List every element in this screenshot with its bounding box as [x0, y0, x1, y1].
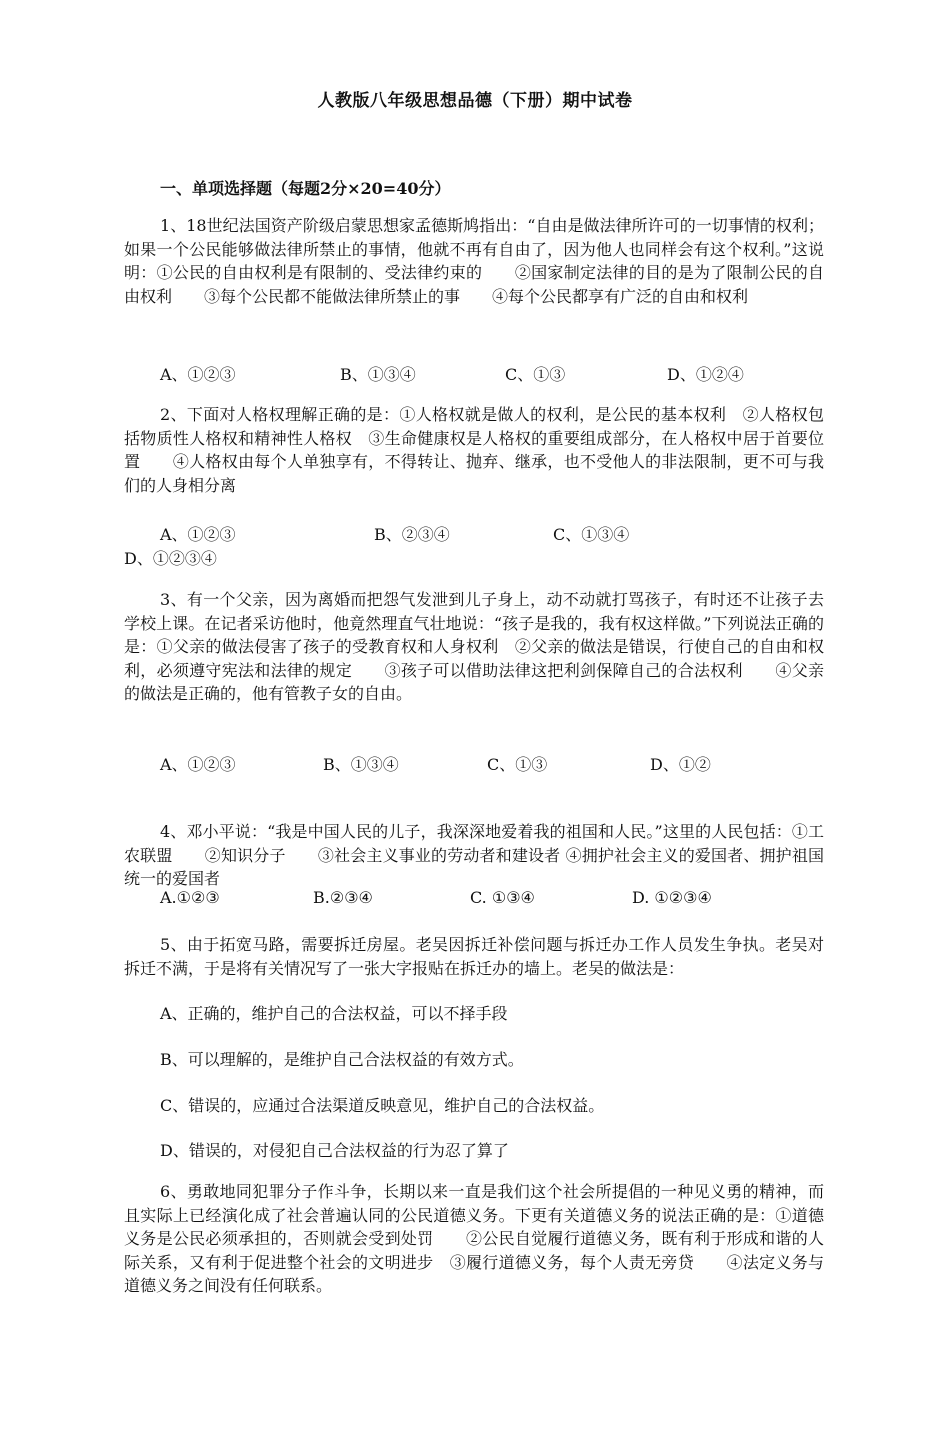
- question-3: 3、有一个父亲，因为离婚而把怨气发泄到儿子身上，动不动就打骂孩子，有时还不让孩子去学校上课。在记者采访他时，他竟然理直气壮地说：“孩子是我的，我有权这样做。”下列说法正确的是：①父亲的做法侵害了孩子的受教育权和人身权利 ②父亲的做法是错误，行使自己的自由和权利，必须遵守宪法和法律的规定 ③孩子可以借助法律这把利剑保障自己的合法权利 ④父亲的做法是正确的，他有管教子女的自由。: [124, 590, 824, 703]
- question-1: 1、18世纪法国资产阶级启蒙思想家孟德斯鸠指出：“自由是做法律所许可的一切事情的权利；如果一个公民能够做法律所禁止的事情，他就不再有自由了，因为他人也同样会有这个权利。”这说明：①公民的自由权利是有限制的、受法律约束的 ②国家制定法律的目的是为了限制公民的自由权利 ③每个公民都不能做法律所禁止的事 ④每个公民都享有广泛的自由和权利: [124, 216, 824, 306]
- q5-option-d: D、错误的，对侵犯自己合法权益的行为忍了算了: [160, 1141, 509, 1160]
- q4-option-d: D. ①②③④: [632, 888, 712, 907]
- question-6: 6、勇敢地同犯罪分子作斗争，长期以来一直是我们这个社会所提倡的一种见义勇的精神，而且实际上已经演化成了社会普遍认同的公民道德义务。下更有关道德义务的说法正确的是：①道德义务是公民必须承担的，否则就会受到处罚 ②公民自觉履行道德义务，既有利于形成和谐的人际关系，又有利于促进整个社会的文明进步 ③履行道德义务，每个人责无旁贷 ④法定义务与道德义务之间没有任何联系。: [124, 1182, 824, 1295]
- q4-option-c: C. ①③④: [470, 888, 535, 907]
- q3-option-d: D、①②: [650, 755, 711, 774]
- question-5: 5、由于拓宽马路，需要拆迁房屋。老吴因拆迁补偿问题与拆迁办工作人员发生争执。老吴对拆迁不满，于是将有关情况写了一张大字报贴在拆迁办的墙上。老吴的做法是：: [124, 935, 824, 978]
- q5-option-a: A、正确的，维护自己的合法权益，可以不择手段: [160, 1004, 508, 1023]
- q3-option-b: B、①③④: [323, 755, 399, 774]
- q4-option-b: B.②③④: [313, 888, 373, 907]
- q2-option-b: B、②③④: [374, 525, 450, 544]
- page-title: 人教版八年级思想品德（下册）期中试卷: [317, 91, 633, 111]
- q1-option-b: B、①③④: [340, 365, 416, 384]
- q2-option-d: D、①②③④: [124, 549, 217, 568]
- q2-option-c: C、①③④: [553, 525, 630, 544]
- q1-option-d: D、①②④: [667, 365, 744, 384]
- q3-option-c: C、①③: [487, 755, 548, 774]
- section-heading: 一、单项选择题（每题2分×20=40分）: [160, 179, 451, 198]
- q1-option-a: A、①②③: [160, 365, 236, 384]
- q5-option-c: C、错误的，应通过合法渠道反映意见，维护自己的合法权益。: [160, 1096, 605, 1115]
- q4-option-a: A.①②③: [160, 888, 220, 907]
- question-2: 2、下面对人格权理解正确的是：①人格权就是做人的权利，是公民的基本权利 ②人格权包括物质性人格权和精神性人格权 ③生命健康权是人格权的重要组成部分，在人格权中居于首要位置 ④人格权由每个人单独享有，不得转让、抛弃、继承，也不受他人的非法限制，更不可与我们的人身相分离: [124, 405, 824, 495]
- q2-option-a: A、①②③: [160, 525, 236, 544]
- q3-option-a: A、①②③: [160, 755, 236, 774]
- question-4: 4、邓小平说：“我是中国人民的儿子，我深深地爱着我的祖国和人民。”这里的人民包括：①工农联盟 ②知识分子 ③社会主义事业的劳动者和建设者 ④拥护社会主义的爱国者、拥护祖国统一的爱国者: [124, 822, 824, 888]
- q5-option-b: B、可以理解的，是维护自己合法权益的有效方式。: [160, 1050, 524, 1069]
- q1-option-c: C、①③: [505, 365, 566, 384]
